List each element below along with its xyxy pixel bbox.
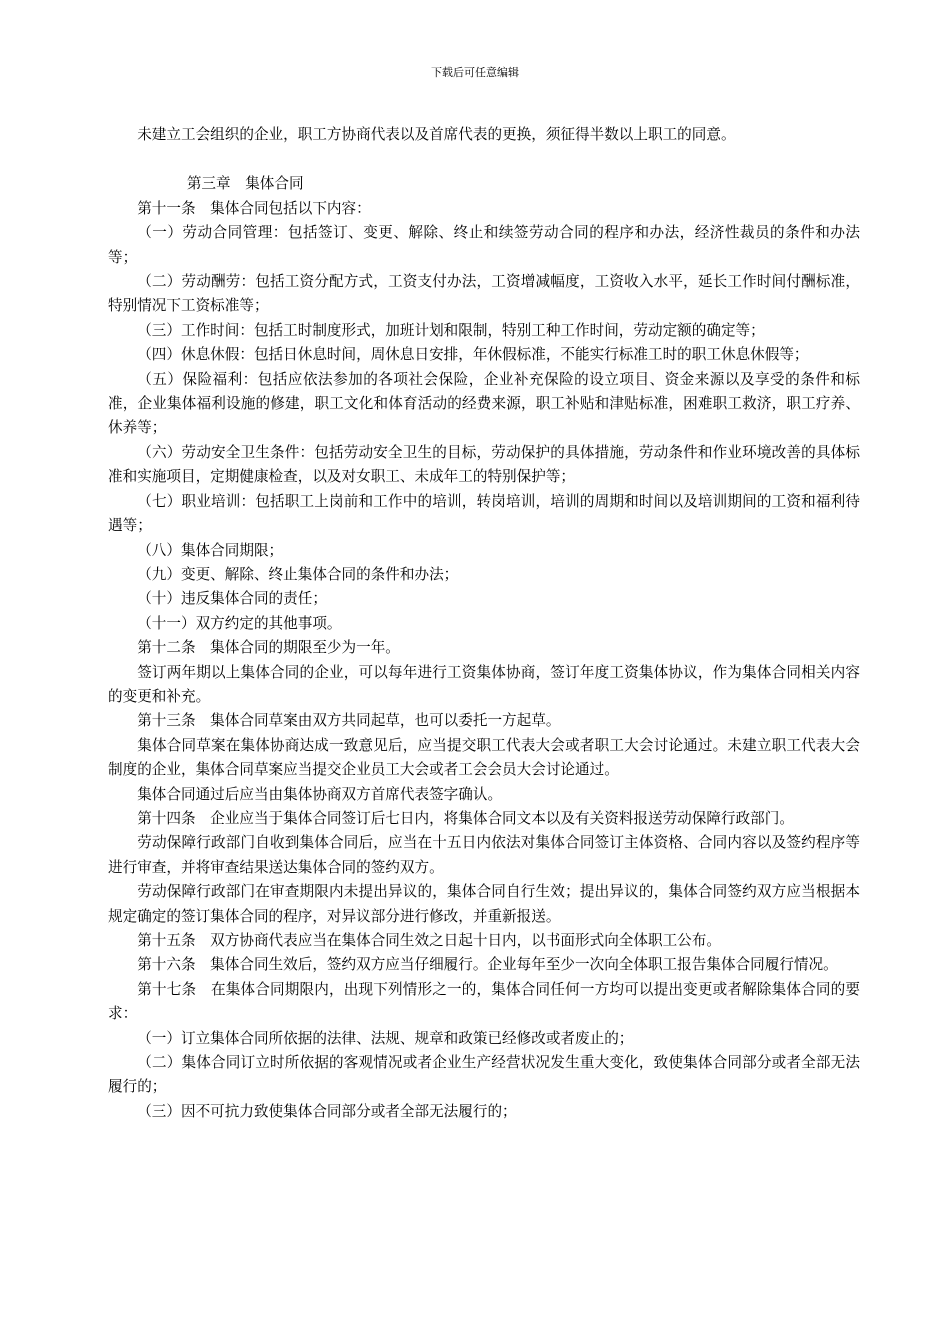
list-item: （二）劳动酬劳：包括工资分配方式，工资支付办法，工资增减幅度，工资收入水平，延长工作时间付酬标准，特别情况下工资标准等； xyxy=(108,273,860,315)
chapter-heading: 第三章 集体合同 xyxy=(186,175,304,193)
paragraph: 签订两年期以上集体合同的企业，可以每年进行工资集体协商，签订年度工资集体协议，作为集体合同相关内容的变更和补充。 xyxy=(108,663,860,705)
paragraph: 集体合同通过后应当由集体协商双方首席代表签字确认。 xyxy=(137,785,503,803)
article-14: 第十四条 企业应当于集体合同签订后七日内，将集体合同文本以及有关资料报送劳动保障行政部门。 xyxy=(137,809,794,827)
list-item: （一）订立集体合同所依据的法律、法规、规章和政策已经修改或者废止的； xyxy=(137,1029,634,1047)
article-11: 第十一条 集体合同包括以下内容： xyxy=(137,199,371,217)
article-17: 第十七条 在集体合同期限内，出现下列情形之一的，集体合同任何一方均可以提出变更或者解除集体合同的要求： xyxy=(108,980,860,1023)
list-item: （七）职业培训：包括职工上岗前和工作中的培训，转岗培训，培训的周期和时间以及培训期间的工资和福利待遇等； xyxy=(108,492,860,535)
list-item: （四）休息休假：包括日休息时间，周休息日安排，年休假标准，不能实行标准工时的职工休息休假等； xyxy=(137,346,809,364)
article-16: 第十六条 集体合同生效后，签约双方应当仔细履行。企业每年至少一次向全体职工报告集体合同履行情况。 xyxy=(137,956,838,974)
document-body xyxy=(108,123,860,1124)
list-item: （九）变更、解除、终止集体合同的条件和办法； xyxy=(137,565,459,583)
list-item: （五）保险福利：包括应依法参加的各项社会保险，企业补充保险的设立项目、资金来源以及享受的条件和标准，企业集体福利设施的修建，职工文化和体育活动的经费来源，职工补贴和津贴标准，困难职工救济，职工疗养、休养等； xyxy=(108,370,860,437)
list-item: （八）集体合同期限； xyxy=(137,541,284,559)
list-item: （二）集体合同订立时所依据的客观情况或者企业生产经营状况发生重大变化，致使集体合同部分或者全部无法履行的； xyxy=(108,1054,860,1096)
list-item: （六）劳动安全卫生条件：包括劳动安全卫生的目标，劳动保护的具体措施，劳动条件和作业环境改善的具体标准和实施项目，定期健康检查，以及对女职工、未成年工的特别保护等； xyxy=(108,443,860,486)
article-15: 第十五条 双方协商代表应当在集体合同生效之日起十日内，以书面形式向全体职工公布。 xyxy=(137,932,721,949)
paragraph: 劳动保障行政部门在审查期限内未提出异议的，集体合同自行生效；提出异议的，集体合同签约双方应当根据本规定确定的签订集体合同的程序，对异议部分进行修改，并重新报送。 xyxy=(108,883,860,925)
paragraph: 劳动保障行政部门自收到集体合同后，应当在十五日内依法对集体合同签订主体资格、合同内容以及签约程序等进行审查，并将审查结果送达集体合同的签约双方。 xyxy=(108,834,860,876)
list-item: （十一）双方约定的其他事项。 xyxy=(137,614,342,632)
list-item: （三）工作时间：包括工时制度形式，加班计划和限制，特别工种工作时间，劳动定额的确定等； xyxy=(137,321,765,339)
paragraph: 未建立工会组织的企业，职工方协商代表以及首席代表的更换，须征得半数以上职工的同意。 xyxy=(137,126,736,143)
list-item: （三）因不可抗力致使集体合同部分或者全部无法履行的； xyxy=(137,1102,517,1120)
page-header-note: 下载后可任意编辑 xyxy=(431,66,519,79)
list-item: （一）劳动合同管理：包括签订、变更、解除、终止和续签劳动合同的程序和办法，经济性裁员的条件和办法等； xyxy=(108,224,860,266)
article-12: 第十二条 集体合同的期限至少为一年。 xyxy=(137,639,400,657)
paragraph: 集体合同草案在集体协商达成一致意见后，应当提交职工代表大会或者职工大会讨论通过。未建立职工代表大会制度的企业，集体合同草案应当提交企业员工大会或者工会会员大会讨论通过。 xyxy=(108,736,860,779)
list-item: （十）违反集体合同的责任； xyxy=(137,590,327,608)
article-13: 第十三条 集体合同草案由双方共同起草，也可以委托一方起草。 xyxy=(137,712,561,730)
